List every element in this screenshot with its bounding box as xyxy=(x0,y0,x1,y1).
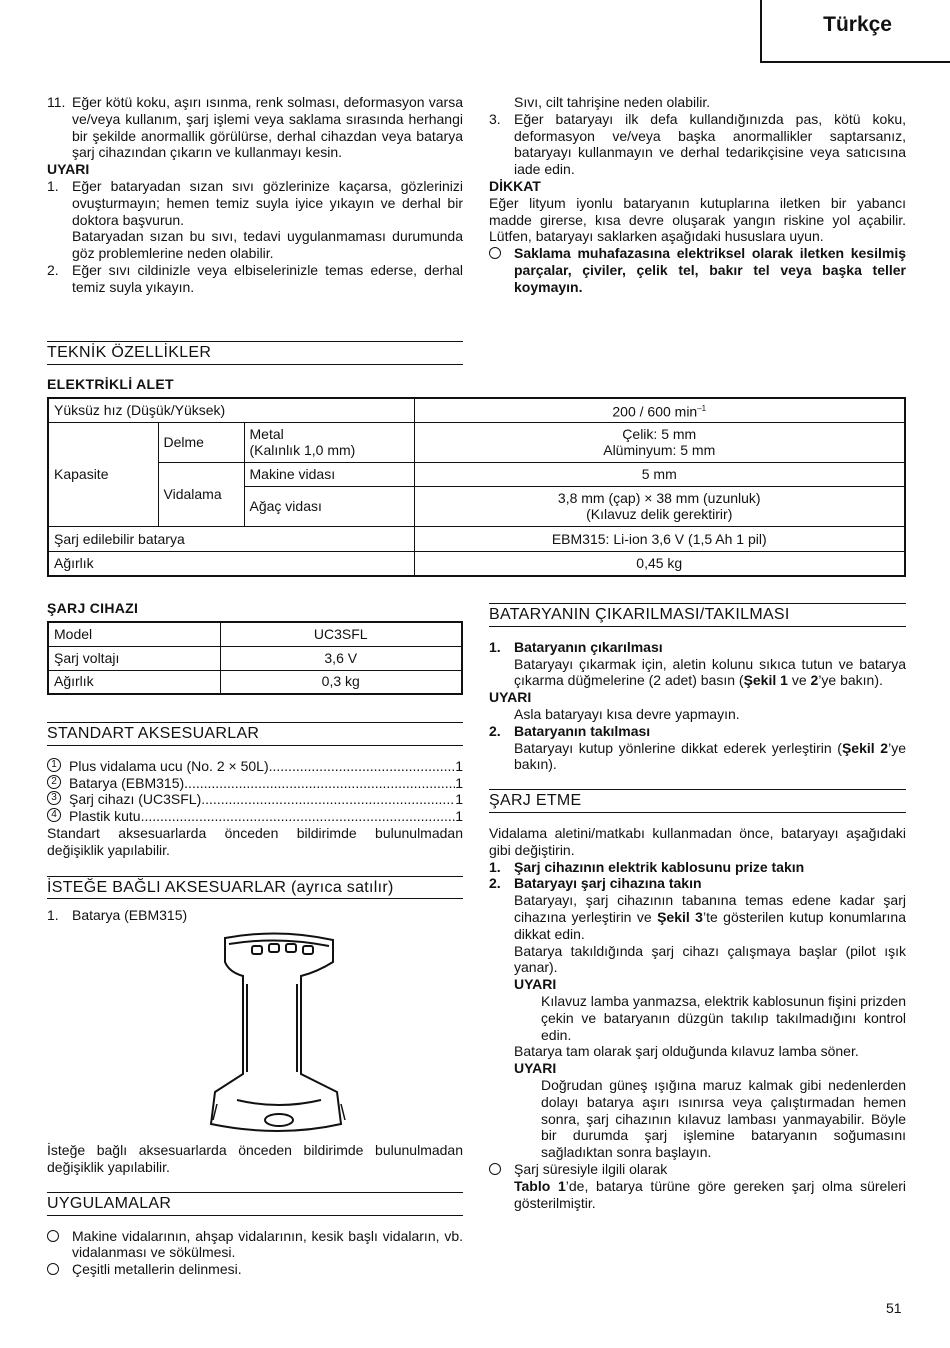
warnings-right xyxy=(489,94,906,296)
charging-pilot-text: Batarya takıldığında şarj cihazı çalışmaya başlar (pilot ışık yanar). xyxy=(514,942,906,976)
accessory-item: 4 Plastik kutu ..... 1 xyxy=(47,808,463,825)
bullet-circle-icon xyxy=(47,1230,59,1242)
charging-uyari1-text: Kılavuz lamba yanmazsa, elektrik kablosunun fişini prizden çekin ve bataryanın düzgün takılıp takılmadığını kontrol edin. xyxy=(541,992,906,1043)
charging-step-1: 1. Şarj cihazının elektrik kablosunu prize takın xyxy=(489,858,805,875)
applications-title: UYGULAMALAR xyxy=(47,1192,463,1216)
charging-table-ref: Tablo 1’de, batarya türüne göre gereken şarj olma süreleri gösterilmiştir. xyxy=(514,1177,906,1211)
optional-accessories-title: İSTEĞE BAĞLI AKSESUARLAR (ayrıca satılır) xyxy=(47,876,463,900)
warning-item-1-b: Bataryadan sızan bu sıvı, tedavi uygulanmaması durumunda göz problemlerine neden olabilir. xyxy=(72,228,463,262)
charging-title: ŞARJ ETME xyxy=(489,789,906,813)
left-bottom-column xyxy=(47,722,463,1278)
charging-uyari2-heading: UYARI xyxy=(514,1060,557,1077)
application-item: Çeşitli metallerin delinmesi. xyxy=(47,1261,463,1278)
removal-uyari-text: Asla bataryayı kısa devre yapmayın. xyxy=(514,705,740,722)
bullet-circle-icon xyxy=(47,1263,59,1275)
page-number: 51 xyxy=(886,1300,902,1316)
accessory-item: 3 Şarj cihazı (UC3SFL) ..... 1 xyxy=(47,791,463,808)
spec-row-battery: Şarj edilebilir batarya EBM315: Li-ion 3,6 V (1,5 Ah 1 pil) xyxy=(48,526,905,551)
charger-subtitle: ŞARJ CIHAZI xyxy=(47,600,139,616)
spec-table xyxy=(47,397,906,577)
speed-unit-sup: –1 xyxy=(697,403,707,413)
removal-uyari-heading: UYARI xyxy=(489,689,532,706)
charging-step-2-text: Bataryayı, şarj cihazının tabanına temas edene kadar şarj cihazına yerleştirin ve Şekil 3’te gösterilen kutup konumlarına dikkat edin. xyxy=(514,892,906,942)
dikkat-text: Eğer lityum iyonlu bataryanın kutuplarına iletken bir yabancı madde girerse, kısa devre oluşarak yangın riskine yol açabilir. Lütfen, bataryayı saklarken aşağıdaki hususlara uyun. xyxy=(489,194,906,245)
warnings-left xyxy=(47,94,463,296)
charging-intro: Vidalama aletini/matkabı kullanmadan önce, bataryayı aşağıdaki gibi değiştirin. xyxy=(489,824,906,858)
language-label: Türkçe xyxy=(823,13,892,36)
charging-bullet: Şarj süresiyle ilgili olarak xyxy=(489,1161,906,1178)
language-tab xyxy=(760,0,950,63)
bullet-circle-icon xyxy=(489,247,501,259)
removal-step-1: 1. Bataryanın çıkarılması xyxy=(489,638,663,655)
removal-step-2: 2. Bataryanın takılması xyxy=(489,722,651,739)
warning-item-2: 2. Eğer sıvı cildinizle veya elbiselerinizle temas ederse, derhal temiz suyla yıkayın. xyxy=(47,261,463,295)
right-bottom-column xyxy=(489,603,906,1211)
battery-illustration xyxy=(47,924,463,1142)
tool-subtitle: ELEKTRİKLİ ALET xyxy=(47,376,174,392)
charging-full-text: Batarya tam olarak şarj olduğunda kılavuz lamba söner. xyxy=(514,1043,859,1060)
charger-row-voltage: Şarj voltajı 3,6 V xyxy=(48,646,462,670)
warning-item-1: 1. Eğer bataryadan sızan sıvı gözlerinize kaçarsa, gözlerinizi ovuşturmayın; hemen temiz suyla iyice yıkayın ve derhal bir doktora başvurun. xyxy=(47,177,463,228)
optional-accessory-item: 1. Batarya (EBM315) xyxy=(47,907,188,924)
spec-row-speed: Yüksüz hız (Düşük/Yüksek) 200 / 600 $\min^{-1}$ xyxy=(48,398,905,422)
warning-item-2-cont: Sıvı, cilt tahrişine neden olabilir. xyxy=(514,94,711,110)
specs-title: TEKNİK ÖZELLİKLER xyxy=(47,341,463,365)
removal-step-2-text: Bataryayı kutup yönlerine dikkat ederek yerleştirin (Şekil 2’ye bakın). xyxy=(514,739,906,773)
spec-row-weight: Ağırlık 0,45 kg xyxy=(48,551,905,576)
charging-step-2: 2. Bataryayı şarj cihazına takın xyxy=(489,875,702,892)
standard-accessories-title: STANDART AKSESUARLAR xyxy=(47,722,463,746)
spec-row-wood-screw: Ağaç vidası 3,8 mm (çap) × 38 mm (uzunluk) (Kılavuz delik gerektirir) xyxy=(48,486,905,526)
charger-row-weight: Ağırlık 0,3 kg xyxy=(48,670,462,694)
warning-item-3: 3. Eğer bataryayı ilk defa kullandığınızda pas, kötü koku, deformasyon ve/veya başka anormallikler saptarsanız, bataryayı kullanmayın ve derhal tedarikçisine veya satıcısına iade edin. xyxy=(489,110,906,178)
dikkat-bullet: Saklama muhafazasına elektriksel olarak iletken kesilmiş parçalar, çiviler, çelik tel, bakır tel veya başka teller koymayın. xyxy=(489,245,906,295)
accessory-item: 2 Batarya (EBM315) ..... 1 xyxy=(47,775,463,792)
speed-value: 200 / 600 min xyxy=(612,403,698,420)
battery-removal-title: BATARYANIN ÇIKARILMASI/TAKILMASI xyxy=(489,603,906,627)
dikkat-heading: DİKKAT xyxy=(489,177,541,194)
removal-step-1-text: Bataryayı çıkarmak için, aletin kolunu sıkıca tutun ve batarya çıkarma düğmelerine (2 adet) basın (Şekil 1 ve 2’ye bakın). xyxy=(514,655,906,689)
bullet-circle-icon xyxy=(489,1163,501,1175)
application-item: Makine vidalarının, ahşap vidalarının, kesik başlı vidaların, vb. vidalanması ve sökülmesi. xyxy=(47,1228,463,1262)
charger-table xyxy=(47,621,463,695)
charging-uyari2-text: Doğrudan güneş ışığına maruz kalmak gibi nedenlerden dolayı batarya aşırı ısınırsa veya çalıştırmadan hemen sonra, şarj cihazının kılavuz lambası yanmayabilir. Böyle bir durumda şarj işlemine bataryanın soğumasını sağladıktan sonra başlayın. xyxy=(541,1076,906,1161)
uyari-heading: UYARI xyxy=(47,161,90,178)
charger-row-model: Model UC3SFL xyxy=(48,622,462,646)
spec-row-machine-screw: Vidalama Makine vidası 5 mm xyxy=(48,462,905,486)
standard-accessories-note: Standart aksesuarlarda önceden bildirimde bulunulmadan değişiklik yapılabilir. xyxy=(47,824,463,858)
spec-row-metal: Kapasite Delme Metal (Kalınlık 1,0 mm) Çelik: 5 mm Alüminyum: 5 mm xyxy=(48,422,905,462)
warning-item-11: 11. Eğer kötü koku, aşırı ısınma, renk solması, deformasyon varsa ve/veya kullanım, şarj işlemi veya saklama sırasında herhangi bir şekilde anormallik görülürse, derhal cihazdan veya batarya şarj cihazından çıkarın ve kullanmayı kesin. xyxy=(47,94,463,161)
charging-uyari1-heading: UYARI xyxy=(514,976,557,993)
optional-accessories-note: İsteğe bağlı aksesuarlarda önceden bildirimde bulunulmadan değişiklik yapılabilir. xyxy=(47,1142,463,1175)
accessory-item: 1 Plus vidalama ucu (No. 2 × 50L) ..... 1 xyxy=(47,758,463,775)
